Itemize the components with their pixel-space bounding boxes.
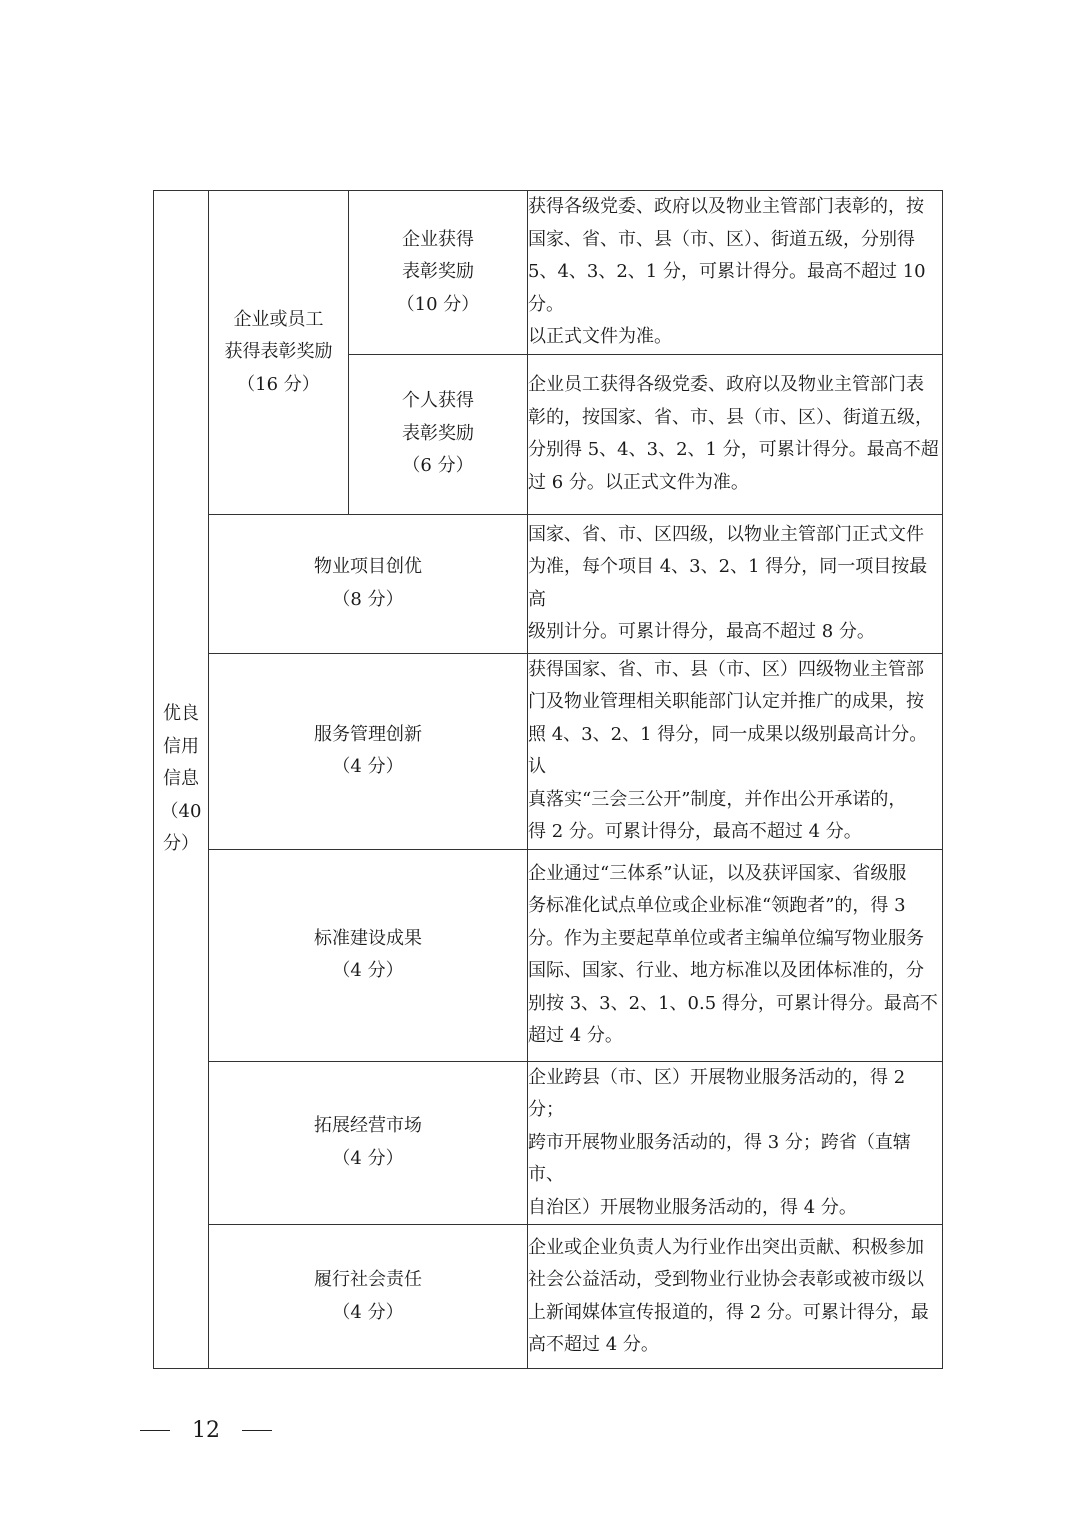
item-cell: [209, 514, 528, 653]
sub-item-line: （10 分）: [396, 293, 480, 315]
group-cell: [209, 191, 349, 515]
description-line: 国际、国家、行业、地方标准以及团体标准的，分: [528, 960, 924, 981]
scoring-table: [153, 190, 943, 1369]
item-cell: [209, 653, 528, 849]
sub-item-line: 企业获得: [402, 228, 474, 250]
sub-item-cell: [349, 191, 528, 355]
sub-item-line: （6 分）: [402, 455, 474, 477]
item-line: （8 分）: [332, 588, 404, 610]
description-line: 企业跨县（市、区）开展物业服务活动的，得 2 分；: [528, 1066, 906, 1120]
description-line: 门及物业管理相关职能部门认定并推广的成果，按: [528, 691, 924, 712]
item-line: 拓展经营市场: [314, 1115, 422, 1137]
description-line: 彰的，按国家、省、市、县（市、区）、街道五级，: [528, 406, 933, 428]
description-line: 国家、省、市、县（市、区）、街道五级，分别得: [528, 228, 915, 250]
sub-item-line: 个人获得: [402, 390, 474, 412]
page-footer: [140, 1418, 272, 1443]
description-line: 分别得 5、4、3、2、1 分，可累计得分。最高不超: [528, 439, 939, 460]
page-number: 12: [192, 1418, 220, 1443]
description-cell: [528, 1225, 943, 1369]
item-line: 物业项目创优: [314, 556, 422, 577]
description-line: 超过 4 分。: [528, 1025, 623, 1046]
description-cell: [528, 191, 943, 355]
sub-item-cell: [349, 354, 528, 514]
description-line: 别按 3、3、2、1、0.5 得分，可累计得分。最高不: [528, 992, 938, 1014]
table-row: [154, 1225, 943, 1369]
table-row: [154, 849, 943, 1061]
item-line: 履行社会责任: [314, 1269, 422, 1290]
description-line: 企业通过“三体系”认证，以及获评国家、省级服: [528, 862, 907, 884]
description-line: 获得国家、省、市、县（市、区）四级物业主管部: [528, 658, 924, 680]
category-cell: [154, 191, 209, 1369]
group-line: 获得表彰奖励: [224, 341, 333, 362]
item-cell: [209, 1061, 528, 1225]
description-line: 企业员工获得各级党委、政府以及物业主管部门表: [528, 374, 924, 395]
description-cell: [528, 514, 943, 653]
category-line: 信用: [163, 735, 199, 757]
description-line: 企业或企业负责人为行业作出突出贡献、积极参加: [528, 1236, 924, 1258]
description-line: 为准，每个项目 4、3、2、1 得分，同一项目按最高: [528, 556, 928, 610]
description-line: 分。作为主要起草单位或者主编单位编写物业服务: [528, 927, 924, 949]
item-line: 标准建设成果: [314, 927, 422, 949]
description-line: 真落实“三会三公开”制度，并作出公开承诺的，: [528, 788, 907, 810]
description-line: 得 2 分。可累计得分，最高不超过 4 分。: [528, 821, 862, 842]
table-row: [154, 191, 943, 355]
table-row: [154, 1061, 943, 1225]
footer-dash-left: [140, 1430, 170, 1432]
description-cell: [528, 354, 943, 514]
description-line: 上新闻媒体宣传报道的，得 2 分。可累计得分，最: [528, 1301, 929, 1323]
table-row: [154, 514, 943, 653]
item-line: （4 分）: [332, 1147, 404, 1169]
description-line: 照 4、3、2、1 得分，同一成果以级别最高计分。认: [528, 723, 928, 777]
category-line: 优良: [163, 703, 199, 725]
description-line: 以正式文件为准。: [528, 326, 672, 347]
item-line: （4 分）: [332, 960, 404, 981]
item-cell: [209, 849, 528, 1061]
description-line: 自治区）开展物业服务活动的，得 4 分。: [528, 1196, 857, 1218]
description-line: 务标准化试点单位或企业标准“领跑者”的，得 3: [528, 895, 906, 916]
item-line: 服务管理创新: [314, 723, 422, 745]
category-line: 信息: [163, 768, 199, 790]
item-line: （4 分）: [332, 1301, 404, 1323]
description-line: 跨市开展物业服务活动的，得 3 分；跨省（直辖市、: [528, 1131, 911, 1185]
category-line: 分）: [163, 833, 199, 855]
group-line: 企业或员工: [233, 308, 324, 330]
item-line: （4 分）: [332, 756, 404, 777]
description-line: 社会公益活动，受到物业行业协会表彰或被市级以: [528, 1269, 924, 1290]
sub-item-line: 表彰奖励: [402, 261, 474, 282]
category-line: （40: [160, 800, 202, 822]
description-line: 5、4、3、2、1 分，可累计得分。最高不超过 10 分。: [528, 261, 926, 315]
table-row: [154, 653, 943, 849]
description-line: 获得各级党委、政府以及物业主管部门表彰的，按: [528, 196, 924, 217]
description-line: 高不超过 4 分。: [528, 1334, 659, 1355]
footer-dash-right: [242, 1430, 272, 1432]
description-line: 国家、省、市、区四级，以物业主管部门正式文件: [528, 523, 924, 545]
sub-item-line: 表彰奖励: [402, 422, 474, 444]
description-cell: [528, 849, 943, 1061]
description-cell: [528, 1061, 943, 1225]
group-line: （16 分）: [237, 373, 320, 395]
item-cell: [209, 1225, 528, 1369]
description-line: 级别计分。可累计得分，最高不超过 8 分。: [528, 621, 875, 642]
description-cell: [528, 653, 943, 849]
description-line: 过 6 分。以正式文件为准。: [528, 471, 749, 493]
